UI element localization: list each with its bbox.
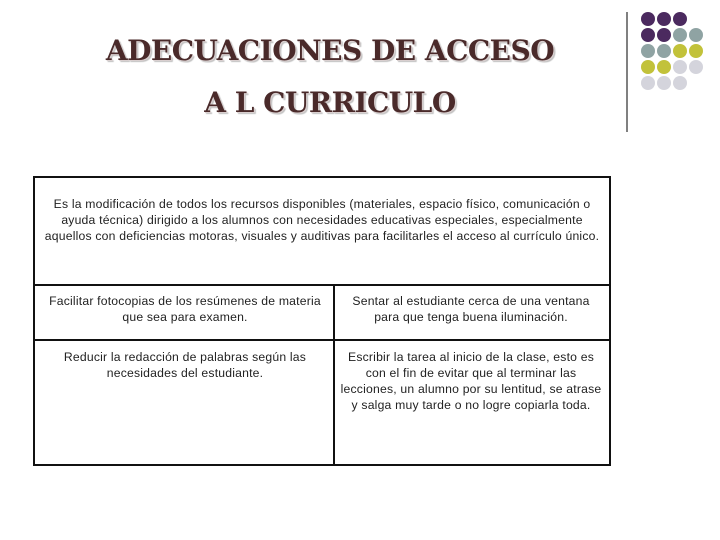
decorative-dot [689,60,703,74]
row-divider [35,339,609,341]
slide-title-line2: A L CURRICULO [204,86,456,119]
table-cell-row1-left: Facilitar fotocopias de los resúmenes de materia que sea para examen. [49,294,321,324]
definition-cell: Es la modificación de todos los recursos disponibles (materiales, espacio físico, comunicación o ayuda técnica) dirigido a los alumnos con necesidades educativas especiales, especialmente aquellos con deficiencias motoras, visuales y auditivas para facilitarles el acceso al currículo único. [44,197,600,243]
decorative-dot [673,44,687,58]
decorative-dot [641,28,655,42]
slide-title-line1: ADECUACIONES DE ACCESO [105,34,555,67]
decorative-dot [641,76,655,90]
table-cell-row1-right: Sentar al estudiante cerca de una ventana para que tenga buena iluminación. [352,294,590,324]
column-divider [333,284,335,464]
decorative-dot [657,28,671,42]
decorative-dot-grid [641,12,720,122]
decorative-dot [689,44,703,58]
table-cell-row2-left: Reducir la redacción de palabras según las necesidades del estudiante. [63,350,307,380]
decorative-dot [673,60,687,74]
decorative-dot [657,44,671,58]
decorative-dot [657,76,671,90]
decorative-dot [673,12,687,26]
decorative-dot [641,12,655,26]
table-cell-row2-right: Escribir la tarea al inicio de la clase, esto es con el fin de evitar que al terminar las lecciones, un alumno por su lentitud, se atrase y salga muy tarde o no logre copiarla toda. [340,350,602,412]
decorative-dot [657,60,671,74]
decorative-vertical-line [626,12,628,132]
decorative-dot [657,12,671,26]
decorative-dot [641,44,655,58]
decorative-dot [689,28,703,42]
definition-row [35,178,609,286]
decorative-dot [673,28,687,42]
adaptations-table [33,176,611,466]
decorative-dot [641,60,655,74]
decorative-dot [673,76,687,90]
